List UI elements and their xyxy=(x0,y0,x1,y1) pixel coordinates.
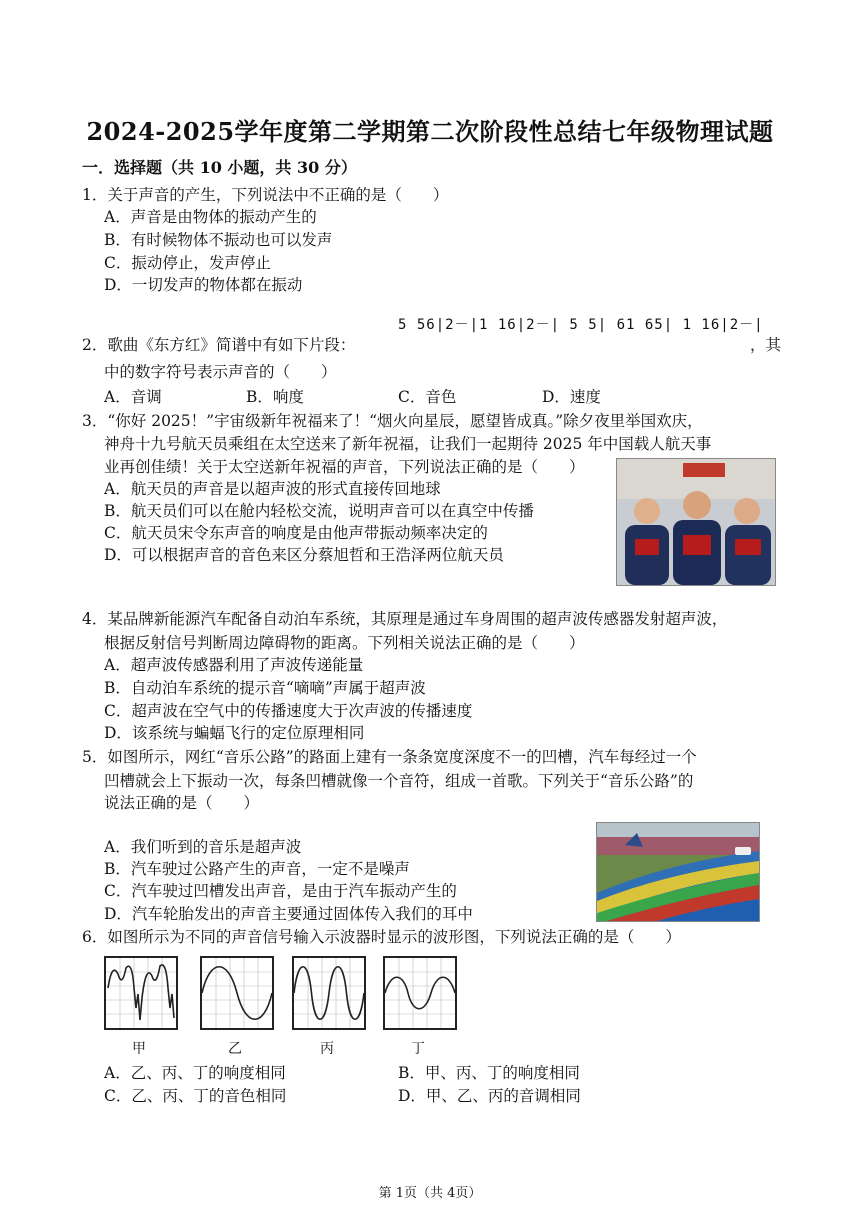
q4-option-b: B．自动泊车系统的提示音“嘀嘀”声属于超声波 xyxy=(104,679,426,697)
waveform-label-yi: 乙 xyxy=(228,1041,242,1057)
q2-option-c: C．音色 xyxy=(398,388,457,406)
q1-option-b: B．有时候物体不振动也可以发声 xyxy=(104,231,333,249)
q2-stem-tail: ，其 xyxy=(750,336,782,354)
q3-line3: 业再创佳绩！关于太空送新年祝福的声音，下列说法正确的是（ ） xyxy=(104,458,585,476)
q1-option-a: A．声音是由物体的振动产生的 xyxy=(104,208,317,226)
q2-option-d: D．速度 xyxy=(542,388,601,406)
q5-line1: 5．如图所示，网红“音乐公路”的路面上建有一条条宽度深度不一的凹槽，汽车每经过一个 xyxy=(82,748,697,766)
q5-option-b: B．汽车驶过公路产生的声音，一定不是噪声 xyxy=(104,860,410,878)
q5-option-a: A．我们听到的音乐是超声波 xyxy=(104,838,302,856)
waveform-yi xyxy=(200,956,274,1030)
q1-option-d: D．一切发声的物体都在振动 xyxy=(104,276,303,294)
q4-option-d: D．该系统与蝙蝠飞行的定位原理相同 xyxy=(104,724,365,742)
page-footer: 第 1页（共 4页） xyxy=(378,1186,482,1201)
q3-option-a: A．航天员的声音是以超声波的形式直接传回地球 xyxy=(104,480,441,498)
q3-option-b: B．航天员们可以在舱内轻松交流，说明声音可以在真空中传播 xyxy=(104,502,534,520)
page-title: 2024-2025学年度第二学期第二次阶段性总结七年级物理试题 xyxy=(86,117,774,146)
q6-option-d: D．甲、乙、丙的音调相同 xyxy=(398,1087,581,1105)
waveform-jia xyxy=(104,956,178,1030)
waveform-label-bing: 丙 xyxy=(320,1041,334,1057)
q2-option-b: B．响度 xyxy=(246,388,304,406)
q5-option-c: C．汽车驶过凹槽发出声音，是由于汽车振动产生的 xyxy=(104,882,457,900)
waveform-bing xyxy=(292,956,366,1030)
q3-option-c: C．航天员宋令东声音的响度是由他声带振动频率决定的 xyxy=(104,524,488,542)
q2-stem-line2: 中的数字符号表示声音的（ ） xyxy=(104,363,337,381)
q2-stem: 2．歌曲《东方红》简谱中有如下片段： xyxy=(82,336,356,354)
q2-music-notation: 5 56|2－|1 16|2－| 5 5| 61 65| 1 16|2－| xyxy=(398,317,764,333)
q2-option-a: A．音调 xyxy=(104,388,162,406)
waveform-ding xyxy=(383,956,457,1030)
q6-option-c: C．乙、丙、丁的音色相同 xyxy=(104,1087,287,1105)
q1-option-c: C．振动停止，发声停止 xyxy=(104,254,271,272)
q6-stem: 6．如图所示为不同的声音信号输入示波器时显示的波形图，下列说法正确的是（ ） xyxy=(82,928,681,946)
q4-option-c: C．超声波在空气中的传播速度大于次声波的传播速度 xyxy=(104,702,473,720)
q4-line1: 4．某品牌新能源汽车配备自动泊车系统，其原理是通过车身周围的超声波传感器发射超声波， xyxy=(82,610,728,628)
astronauts-photo xyxy=(616,458,776,586)
q3-line2: 神舟十九号航天员乘组在太空送来了新年祝福，让我们一起期待 2025 年中国载人航天事 xyxy=(104,435,712,453)
q4-option-a: A．超声波传感器利用了声波传递能量 xyxy=(104,656,364,674)
q5-line2: 凹槽就会上下振动一次，每条凹槽就像一个音符，组成一首歌。下列关于“音乐公路”的 xyxy=(104,772,694,790)
q6-option-a: A．乙、丙、丁的响度相同 xyxy=(104,1064,286,1082)
q5-line3: 说法正确的是（ ） xyxy=(104,794,260,812)
section-heading: 一．选择题（共 10 小题，共 30 分） xyxy=(82,158,357,177)
q4-line2: 根据反射信号判断周边障碍物的距离。下列相关说法正确的是（ ） xyxy=(104,634,585,652)
q1-stem: 1．关于声音的产生，下列说法中不正确的是（ ） xyxy=(82,186,449,204)
waveform-label-jia: 甲 xyxy=(132,1041,146,1057)
q6-option-b: B．甲、丙、丁的响度相同 xyxy=(398,1064,580,1082)
q3-line1: 3．“你好 2025！”宇宙级新年祝福来了！“烟火向星辰，愿望皆成真。”除夕夜里举国欢庆， xyxy=(82,412,703,430)
music-road-photo xyxy=(596,822,760,922)
q5-option-d: D．汽车轮胎发出的声音主要通过固体传入我们的耳中 xyxy=(104,905,473,923)
waveform-label-ding: 丁 xyxy=(411,1041,425,1057)
q3-option-d: D．可以根据声音的音色来区分蔡旭哲和王浩泽两位航天员 xyxy=(104,546,504,564)
